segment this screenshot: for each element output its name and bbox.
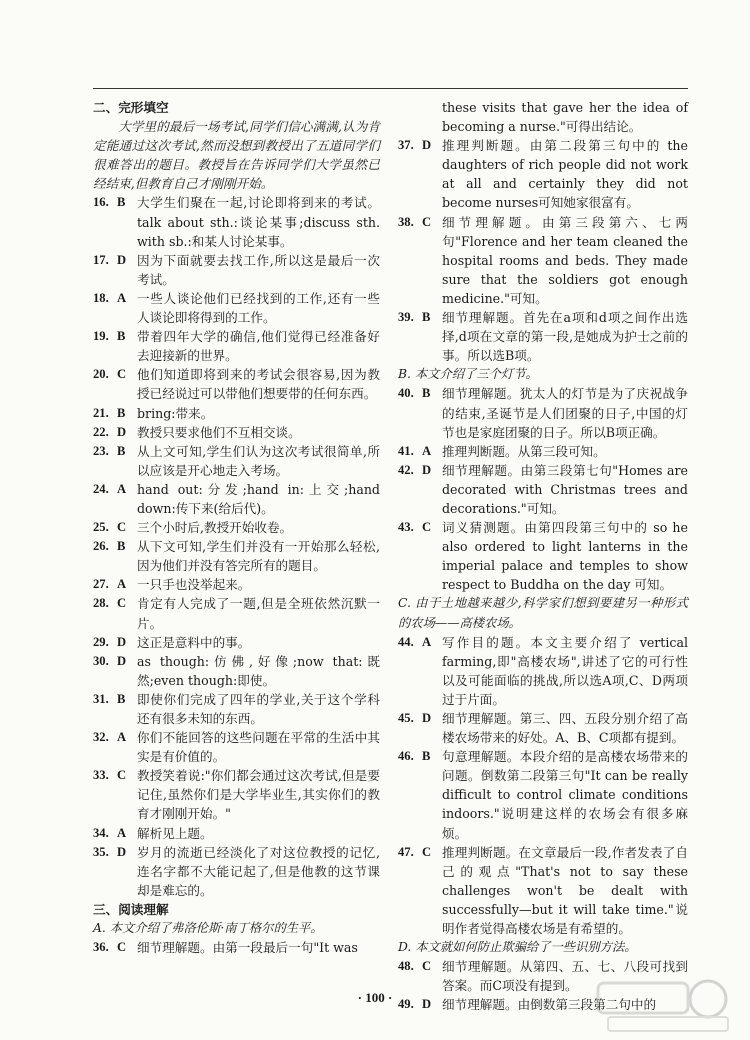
answer-item — [93, 423, 380, 442]
answer-letter: C — [117, 596, 127, 611]
answer-item — [398, 136, 688, 212]
answer-item — [398, 461, 688, 518]
answer-number: 42. — [398, 462, 414, 477]
answer-explanation: 解析见上题。 — [137, 825, 213, 841]
answer-number: 24. — [93, 481, 109, 496]
right-column — [398, 98, 688, 1015]
answer-number: 31. — [93, 691, 109, 706]
answer-item — [93, 690, 380, 728]
answer-letter: A — [117, 290, 127, 305]
answer-letter: D — [422, 997, 432, 1012]
answer-explanation: 从上文可知,学生们认为这次考试很简单,所以应该是开心地走入考场。 — [137, 443, 380, 478]
answer-item — [93, 404, 380, 423]
answer-letter: C — [117, 768, 127, 783]
answer-explanation: 一些人谈论他们已经找到的工作,还有一些人谈论即将得到的工作。 — [137, 290, 380, 326]
answer-letter: B — [117, 539, 126, 554]
reading-d-intro: D. 本文就如何防止欺骗给了一些识别方法。 — [398, 940, 637, 955]
answer-number: 37. — [398, 138, 414, 153]
answer-item — [93, 766, 380, 823]
answer-explanation: 细节理解题。由第三段第六、七两句"Florence and her team cleaned the hospital rooms and beds. They made sure that the soldiers got enough medicine."可知。 — [442, 214, 688, 306]
answer-explanation: 细节理解题。从第四、五、七、八段可找到答案。而C项没有提到。 — [442, 959, 688, 994]
answer-explanation: 教授笑着说:"你们都会通过这次考试,但是要记住,虽然你们是大学毕业生,其实你们的教育才刚刚开始。" — [137, 768, 380, 822]
section-heading-reading: 三、阅读理解 — [93, 901, 169, 917]
answer-explanation: 肯定有人完成了一题,但是全班依然沉默一片。 — [137, 596, 380, 631]
answer-item — [93, 518, 380, 537]
answer-item — [93, 480, 380, 518]
answer-letter: C — [422, 520, 432, 535]
header-rule — [93, 88, 688, 89]
answer-item — [93, 365, 380, 403]
cloze-answer-list — [93, 193, 380, 899]
answer-explanation: 细节理解题。首先在a项和d项之间作出选择,d项在文章的第一段,是她成为护士之前的事。所以选B项。 — [442, 310, 688, 364]
answer-explanation: 教授只要求他们不互相交谈。 — [137, 424, 301, 440]
answer-item — [93, 327, 380, 365]
answer-number: 17. — [93, 252, 109, 267]
answer-number: 25. — [93, 520, 109, 535]
answer-letter: B — [422, 310, 431, 325]
answer-letter: A — [117, 825, 127, 840]
answer-explanation: 从下文可知,学生们并没有一开始那么轻松,因为他们并没有答完所有的题目。 — [137, 539, 380, 574]
answer-letter: C — [117, 520, 127, 535]
reading-b-answer-list — [398, 384, 688, 594]
answer-item — [398, 384, 688, 441]
answer-explanation: 写作目的题。本文主要介绍了 vertical farming,即"高楼农场",讲述了它的可行性以及可能面临的挑战,所以选A项,C、D两项过于片面。 — [442, 634, 688, 707]
answer-item — [398, 747, 688, 842]
answer-item — [93, 728, 380, 766]
answer-item — [93, 537, 380, 575]
cloze-intro: 大学里的最后一场考试,同学们信心满满,认为肯定能通过这次考试,然而没想到教授出了五道同学们很难答出的题目。教授旨在告诉同学们大学虽然已经结束,但教育自己才刚刚开始。 — [93, 119, 380, 192]
answer-letter: B — [117, 691, 126, 706]
answer-explanation: 细节理解题。第三、四、五段分别介绍了高楼农场带来的好处。A、B、C项都有提到。 — [442, 711, 688, 746]
answer-explanation: 细节理解题。犹太人的灯节是为了庆祝战争的结束,圣诞节是人们团聚的日子,中国的灯节也是家庭团聚的日子。所以B项正确。 — [442, 386, 688, 440]
answer-number: 18. — [93, 290, 109, 305]
answer-number: 49. — [398, 997, 414, 1012]
answer-number: 38. — [398, 214, 414, 229]
answer-number: 29. — [93, 634, 109, 649]
answer-number: 27. — [93, 577, 109, 592]
answer-explanation: 岁月的流逝已经淡化了对这位教授的记忆,连名字都不大能记起了,但是他教的这节课却是难忘的。 — [137, 844, 380, 898]
answer-letter: C — [422, 844, 432, 859]
answer-number: 19. — [93, 329, 109, 344]
answer-item — [93, 193, 380, 250]
answer-letter: A — [117, 730, 127, 745]
answer-explanation: 推理判断题。从第三段可知。 — [442, 443, 606, 459]
answer-item — [398, 213, 688, 308]
answer-item — [93, 289, 380, 327]
answer-explanation: 大学生们聚在一起,讨论即将到来的考试。talk about sth.:谈论某事;discuss sth. with sb.:和某人讨论某事。 — [137, 195, 380, 249]
answer-explanation: bring:带来。 — [137, 405, 214, 421]
answer-number: 40. — [398, 386, 414, 401]
answer-explanation: 细节理解题。由第一段最后一句"It was — [137, 940, 358, 956]
answer-number: 45. — [398, 711, 414, 725]
answer-explanation: 句意理解题。本段介绍的是高楼农场带来的问题。倒数第二段第三句"It can be really difficult to control climate conditions indoors."说明建这样的农场会有很多麻烦。 — [442, 749, 688, 841]
answer-explanation: 他们知道即将到来的考试会很容易,因为教授已经说过可以带他们想要带的任何东西。 — [137, 367, 380, 402]
answer-explanation: 这正是意料中的事。 — [137, 634, 251, 650]
answer-item — [93, 251, 380, 289]
answer-number: 22. — [93, 424, 109, 439]
answer-explanation: 带着四年大学的确信,他们觉得已经准备好去迎接新的世界。 — [137, 329, 380, 364]
answer-letter: C — [422, 214, 432, 229]
answer-item — [93, 442, 380, 480]
answer-number: 21. — [93, 405, 109, 420]
answer-number: 47. — [398, 844, 414, 859]
answer-letter: D — [117, 844, 127, 859]
answer-number: 39. — [398, 310, 414, 325]
answer-letter: D — [422, 462, 432, 477]
answer-explanation: 即使你们完成了四年的学业,关于这个学科还有很多未知的东西。 — [137, 691, 380, 726]
reading-a-intro: A. 本文介绍了弗洛伦斯·南丁格尔的生平。 — [93, 921, 323, 936]
answer-explanation: 细节理解题。由第三段第七句"Homes are decorated with Christmas trees and decorations."可知。 — [442, 462, 688, 516]
answer-letter: D — [117, 653, 127, 668]
answer-number: 23. — [93, 443, 109, 458]
answer-letter: B — [117, 329, 126, 344]
answer-number: 30. — [93, 653, 109, 668]
reading-c-answer-list — [398, 633, 688, 939]
answer-item — [93, 652, 380, 690]
answer-item — [398, 709, 688, 747]
answer-letter: D — [117, 424, 127, 439]
answer-number: 28. — [93, 596, 109, 611]
reading-a-answer-list — [398, 136, 688, 365]
answer-item — [93, 633, 380, 652]
page-number: · 100 · — [357, 990, 393, 1005]
answer-explanation: hand out:分发;hand in:上交;hand down:传下来(给后代)。 — [137, 481, 380, 516]
answer-letter: C — [422, 959, 432, 974]
answer-explanation: 因为下面就要去找工作,所以这是最后一次考试。 — [137, 252, 380, 287]
answer-number: 48. — [398, 959, 414, 974]
answer-number: 34. — [93, 825, 109, 840]
answer-explanation: 一只手也没举起来。 — [137, 577, 251, 593]
answer-letter: B — [117, 405, 126, 420]
answer-letter: C — [117, 940, 127, 955]
answer-number: 43. — [398, 520, 414, 535]
answer-item — [398, 633, 688, 709]
answer-item — [398, 518, 688, 594]
answer-item — [398, 843, 688, 938]
answer-letter: D — [422, 138, 432, 153]
answer-number: 16. — [93, 195, 109, 210]
answer-number: 36. — [93, 940, 109, 955]
answer-item — [93, 594, 380, 632]
answer-continuation: these visits that gave her the idea of becoming a nurse."可得出结论。 — [442, 100, 688, 135]
answer-number: 33. — [93, 768, 109, 783]
answer-item — [93, 824, 380, 843]
answer-letter: D — [117, 252, 127, 267]
answer-number: 44. — [398, 634, 414, 649]
answer-explanation: 你们不能回答的这些问题在平常的生活中其实是有价值的。 — [137, 730, 380, 765]
answer-explanation: 词义猜测题。由第四段第三句中的 so he also ordered to light lanterns in the imperial palace and temples to show respect to Buddha on the day 可知。 — [442, 520, 688, 593]
answer-item — [398, 442, 688, 461]
answer-explanation: 推理判断题。由第二段第三句中的 the daughters of rich people did not work at all and certainly they did not become nurses可知她家很富有。 — [442, 138, 688, 211]
answer-number: 46. — [398, 749, 414, 764]
answer-explanation: 三个小时后,教授开始收卷。 — [137, 520, 293, 536]
answer-item — [93, 843, 380, 900]
answer-letter: B — [422, 749, 431, 764]
answer-explanation: 细节理解题。由倒数第三段第二句中的 — [442, 997, 657, 1013]
reading-b-intro: B. 本文介绍了三个灯节。 — [398, 367, 538, 382]
answer-letter: A — [117, 481, 127, 496]
answer-letter: B — [117, 443, 126, 458]
answer-letter: C — [117, 367, 127, 382]
answer-number: 20. — [93, 367, 109, 382]
answer-item — [398, 308, 688, 365]
answer-letter: B — [117, 195, 126, 210]
answer-item — [93, 575, 380, 594]
answer-letter: B — [422, 386, 431, 401]
left-column — [93, 98, 380, 957]
answer-number: 32. — [93, 730, 109, 745]
section-heading-cloze: 二、完形填空 — [93, 100, 169, 115]
answer-number: 41. — [398, 443, 414, 458]
answer-number: 26. — [93, 539, 109, 554]
answer-item — [93, 938, 380, 957]
answer-stamp-icon — [588, 975, 738, 1035]
answer-letter: A — [422, 634, 432, 649]
reading-c-intro: C. 由于土地越来越少,科学家们想到要建另一种形式的农场——高楼农场。 — [398, 596, 688, 630]
answer-letter: D — [422, 711, 432, 725]
answer-explanation: 推理判断题。在文章最后一段,作者发表了自己的观点"That's not to say these challenges won't be dealt with successfully—but it will take time."说明作者觉得高楼农场是有希望的。 — [442, 844, 688, 937]
answer-explanation: as though:仿佛,好像;now that:既然;even though:即使。 — [137, 653, 380, 688]
answer-letter: A — [422, 443, 432, 458]
answer-letter: A — [117, 577, 127, 592]
answer-letter: D — [117, 634, 127, 649]
answer-number: 35. — [93, 844, 109, 859]
